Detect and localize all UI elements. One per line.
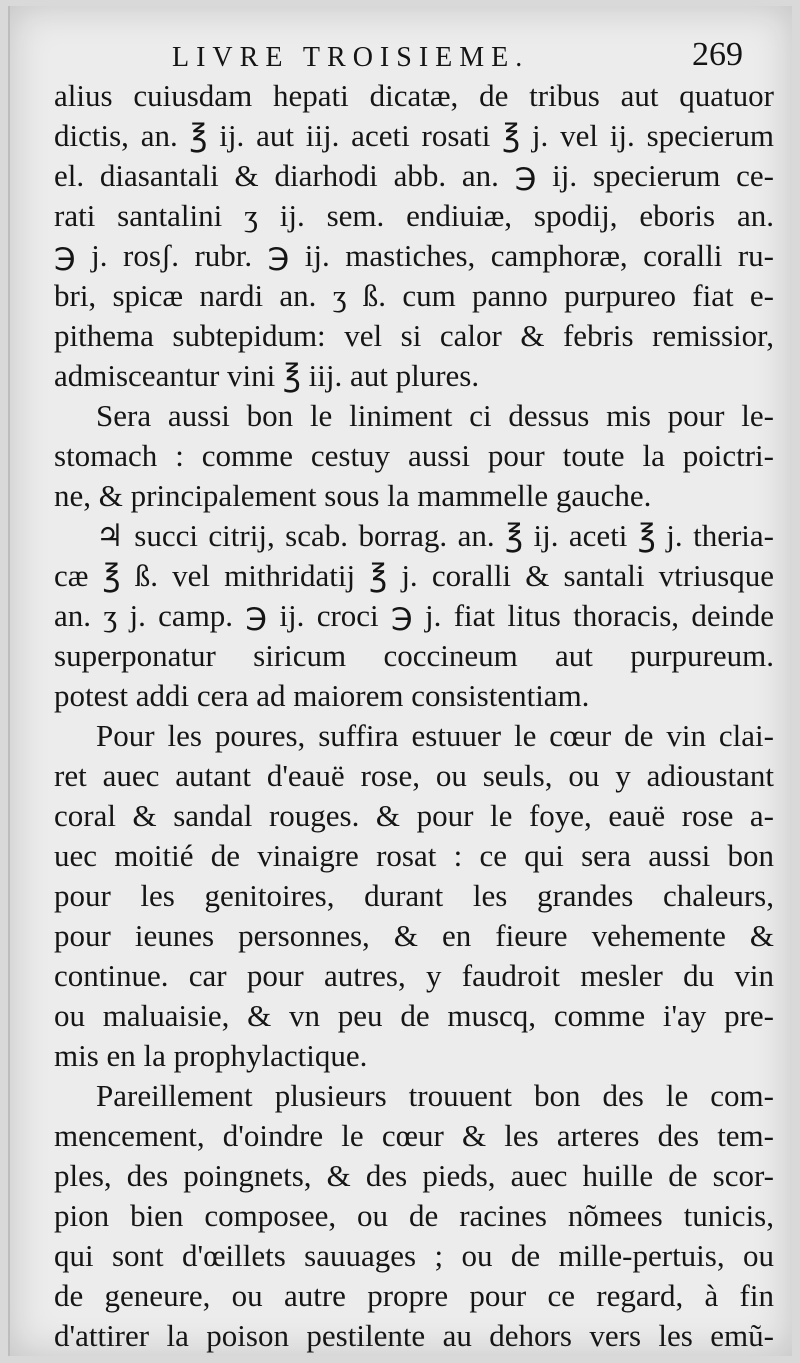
text-line: ou maluaisie, & vn peu de muscq, comme i'ay pre-	[54, 998, 774, 1033]
text-line: ples, des poingnets, & des pieds, auec huille de scor-	[54, 1158, 774, 1193]
text-line: ♃ succi citrij, scab. borrag. an. ℥ ij. aceti ℥ j. theria-	[96, 518, 774, 553]
text-line: stomach : comme cestuy aussi pour toute la poictri-	[54, 438, 774, 473]
text-line: mis en la prophylactique.	[54, 1038, 368, 1073]
text-line: admisceantur vini ℥ iij. aut plures.	[54, 358, 480, 393]
text-line: Sera aussi bon le liniment ci dessus mis pour le-	[96, 398, 774, 433]
text-line: coral & sandal rouges. & pour le foye, eauë rose a-	[54, 798, 774, 833]
text-line: pour ieunes personnes, & en fieure vehemente &	[54, 918, 774, 953]
text-line: bri, spicæ nardi an. ʒ ß. cum panno purpureo fiat e-	[54, 278, 774, 313]
text-line: pion bien composee, ou de racines nõmees tunicis,	[54, 1198, 774, 1233]
page-number: 269	[692, 36, 743, 73]
text-line: qui sont d'œillets sauuages ; ou de mille-pertuis, ou	[54, 1238, 774, 1273]
text-line: pour les genitoires, durant les grandes chaleurs,	[54, 878, 774, 913]
text-line: ℈ j. rosʃ. rubr. ℈ ij. mastiches, camphoræ, coralli ru-	[54, 238, 774, 273]
text-line: an. ʒ j. camp. ℈ ij. croci ℈ j. fiat litus thoracis, deinde	[54, 598, 774, 633]
text-line: d'attirer la poison pestilente au dehors vers les emũ-	[54, 1318, 774, 1353]
text-line: ret auec autant d'eauë rose, ou seuls, ou y adioustant	[54, 758, 774, 793]
running-title: LIVRE TROISIEME.	[172, 42, 530, 73]
text-line: mencement, d'oindre le cœur & les arteres des tem-	[54, 1118, 774, 1153]
text-line: alius cuiusdam hepati dicatæ, de tribus aut quatuor	[54, 78, 774, 113]
text-line: el. diasantali & diarhodi abb. an. ℈ ij. specierum ce-	[54, 158, 774, 193]
book-page	[8, 6, 792, 1356]
text-line: Pour les poures, suffira estuuer le cœur de vin clai-	[96, 718, 774, 753]
text-line: uec moitié de vinaigre rosat : ce qui sera aussi bon	[54, 838, 774, 873]
text-line: continue. car pour autres, y faudroit mesler du vin	[54, 958, 774, 993]
text-line: potest addi cera ad maiorem consistentiam.	[54, 678, 590, 713]
text-line: dictis, an. ℥ ij. aut iij. aceti rosati ℥ j. vel ij. specierum	[54, 118, 774, 153]
text-line: rati santalini ʒ ij. sem. endiuiæ, spodij, eboris an.	[54, 198, 774, 233]
text-line: pithema subtepidum: vel si calor & febris remissior,	[54, 318, 774, 353]
text-line: superponatur siricum coccineum aut purpureum.	[54, 638, 774, 673]
text-line: cæ ℥ ß. vel mithridatij ℥ j. coralli & santali vtriusque	[54, 558, 774, 593]
body-text	[54, 76, 774, 1356]
text-line: Pareillement plusieurs trouuent bon des le com-	[96, 1078, 774, 1113]
text-line: de geneure, ou autre propre pour ce regard, à fin	[54, 1278, 774, 1313]
text-line: ne, & principalement sous la mammelle gauche.	[54, 478, 652, 513]
